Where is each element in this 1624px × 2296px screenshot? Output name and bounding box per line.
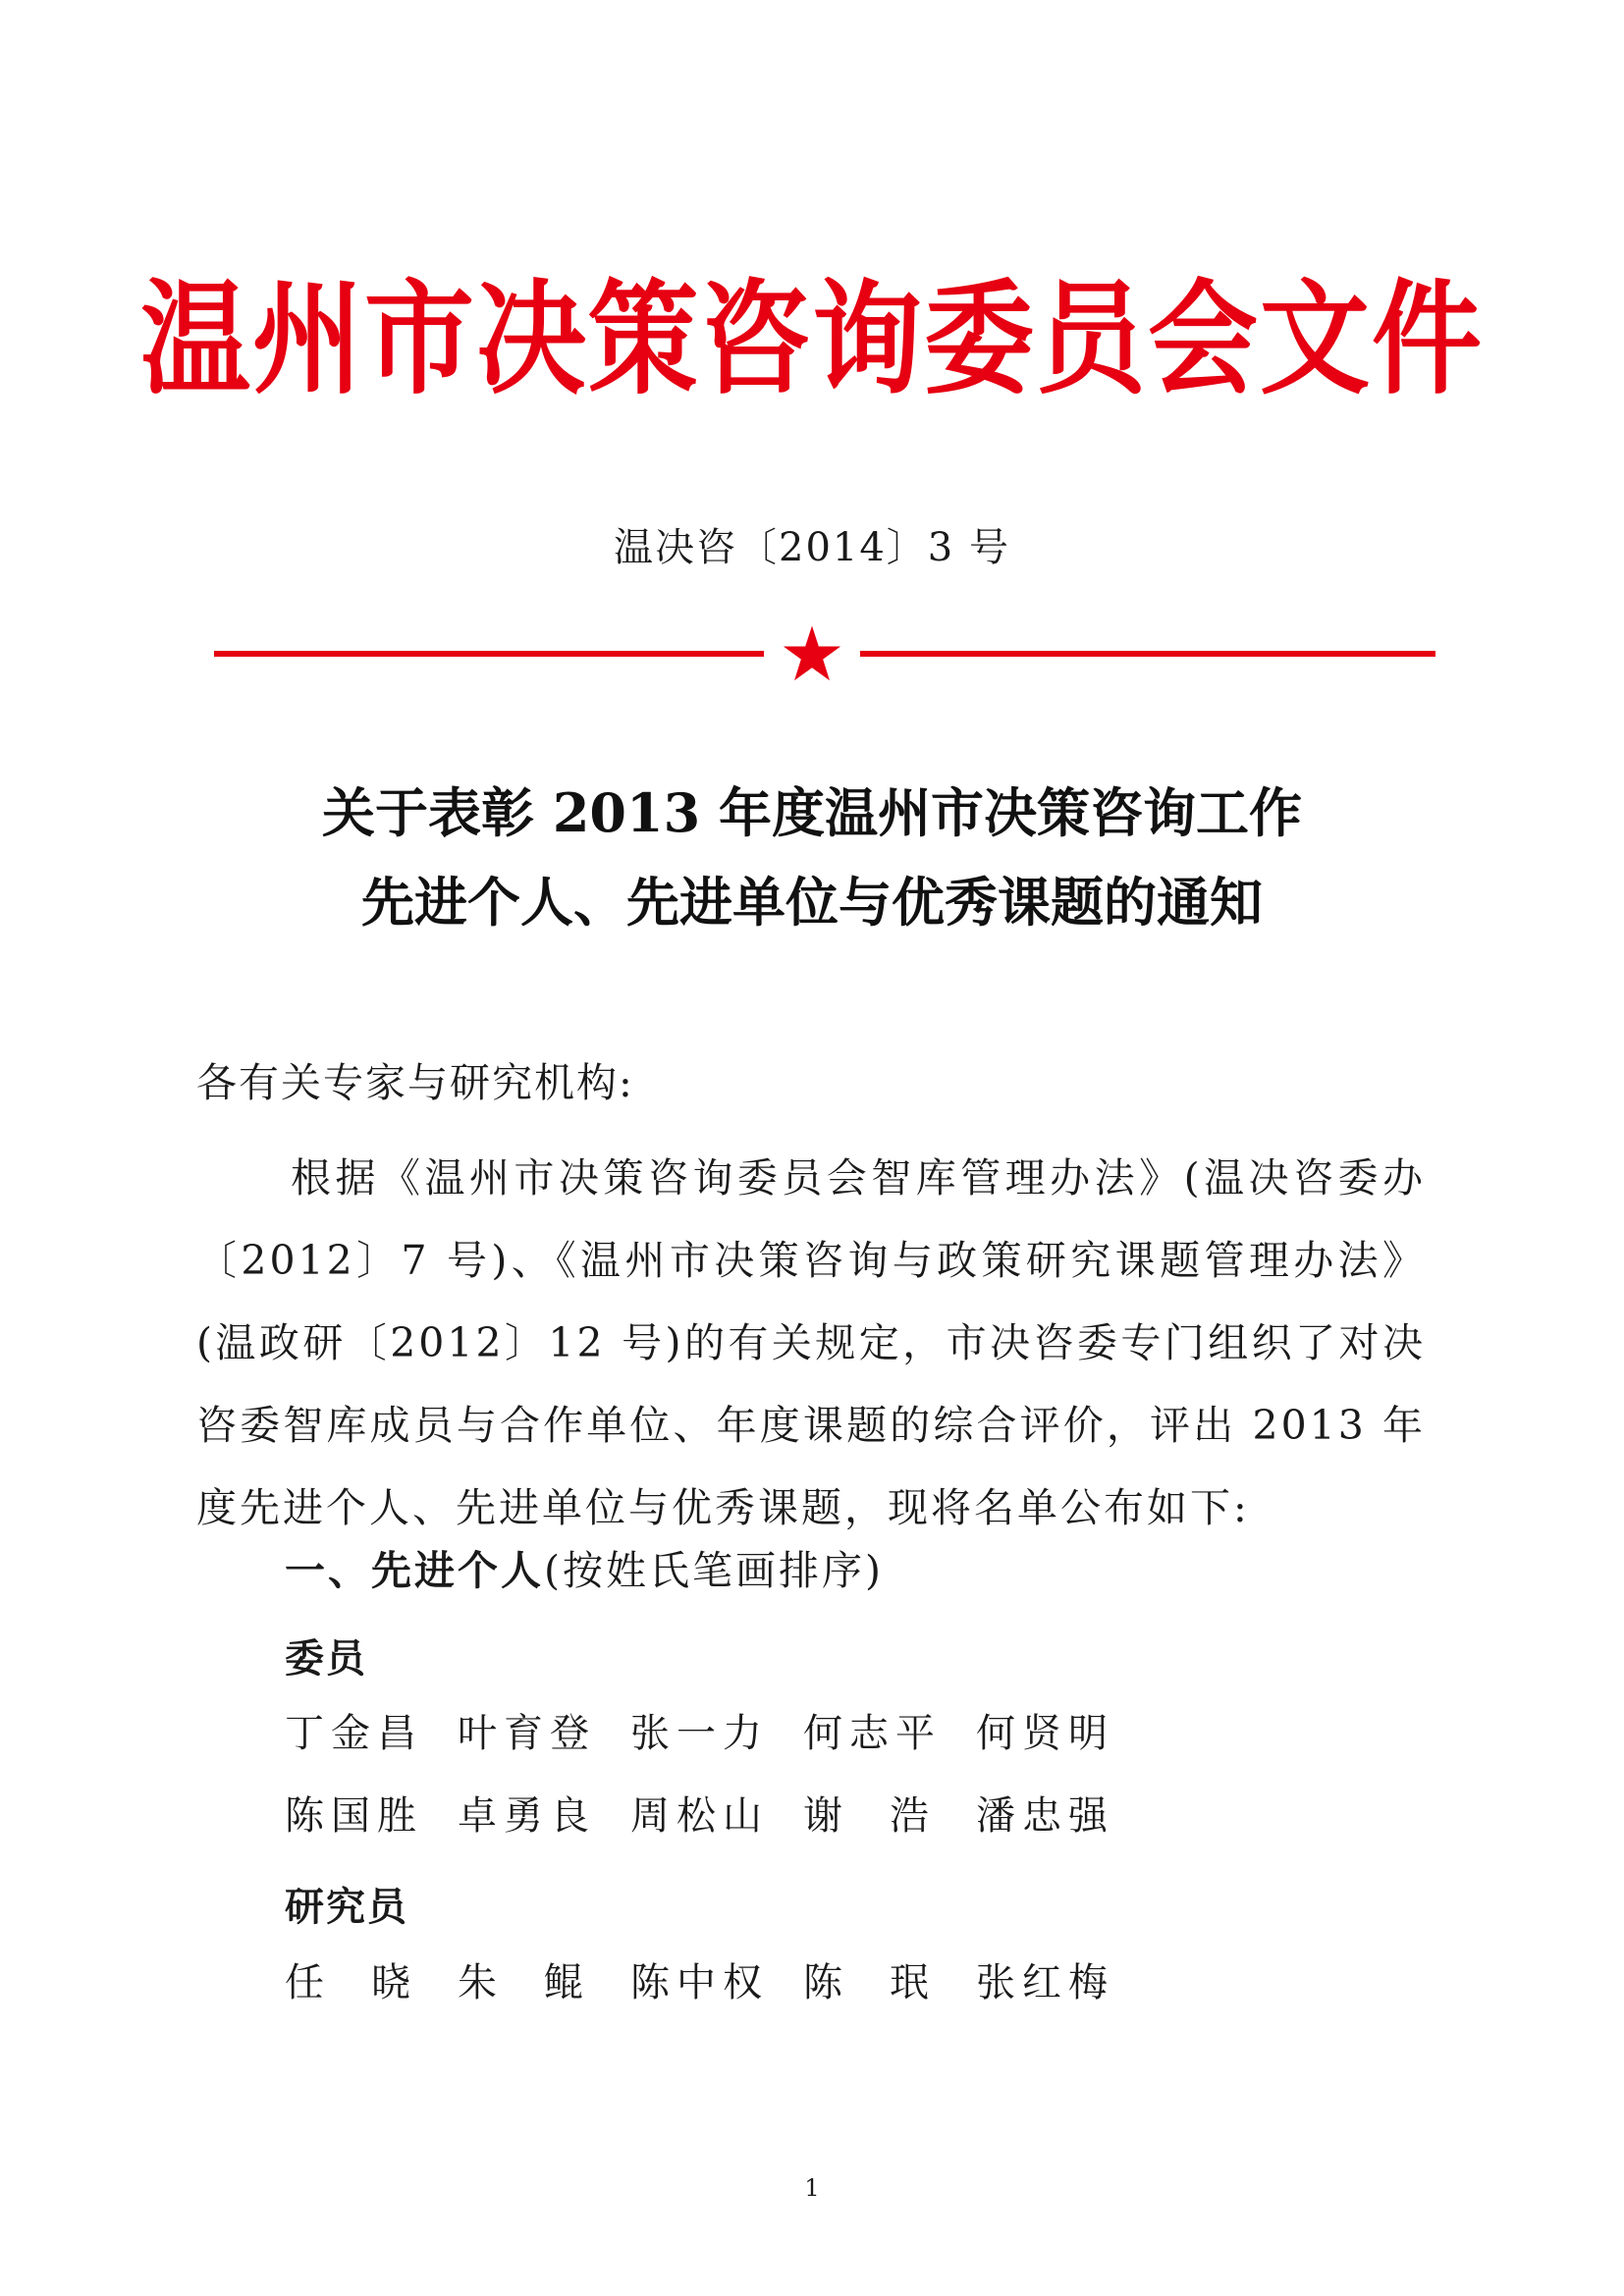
document-number: 温决咨〔2014〕3 号 [614,525,1010,570]
document-masthead: 温州市决策咨询委员会文件 [140,267,1484,412]
person-name: 陈珉 [803,1960,976,2005]
section-heading [285,1543,884,1598]
person-name: 何贤明 [976,1711,1114,1756]
person-name: 丁金昌 [285,1711,423,1756]
person-name: 谢浩 [803,1793,976,1839]
person-name: 叶育登 [458,1711,596,1756]
notice-title-line-2: 先进个人、先进单位与优秀课题的通知 [361,871,1263,934]
person-name: 张一力 [630,1711,769,1756]
body-paragraph: 根据《温州市决策咨询委员会智库管理办法》(温决咨委办〔2012〕7 号)、《温州市决策咨询与政策研究课题管理办法》(温政研〔2012〕12 号)的有关规定，市决咨委专门组织了对决咨委智库成员与合作单位、年度课题的综合评价，评出 2013 年度先进个人、先进单位与优秀课题，现将名单公布如下: [196,1154,1426,1531]
person-name: 任晓 [285,1960,458,2005]
person-name: 张红梅 [976,1960,1114,2005]
person-name: 朱鲲 [458,1960,630,2005]
salutation: 各有关专家与研究机构: [196,1059,634,1106]
person-name: 何志平 [803,1711,942,1756]
page-number: 1 [804,2174,820,2202]
section-heading-title: 一、先进个人 [285,1547,544,1594]
person-name: 潘忠强 [976,1793,1114,1839]
divider-rule-left [214,651,764,657]
person-name: 卓勇良 [458,1793,596,1839]
group-label-members: 委员 [285,1635,367,1682]
person-name: 周松山 [630,1793,769,1839]
divider-rule-right [860,651,1435,657]
notice-title-line-1: 关于表彰 2013 年度温州市决策咨询工作 [322,781,1302,844]
red-star-icon [782,623,842,684]
group-label-researchers: 研究员 [285,1884,408,1930]
person-name: 陈中权 [630,1960,769,2005]
person-name: 陈国胜 [285,1793,423,1839]
red-divider [214,623,1435,682]
section-heading-note: (按姓氏笔画排序) [544,1547,884,1594]
